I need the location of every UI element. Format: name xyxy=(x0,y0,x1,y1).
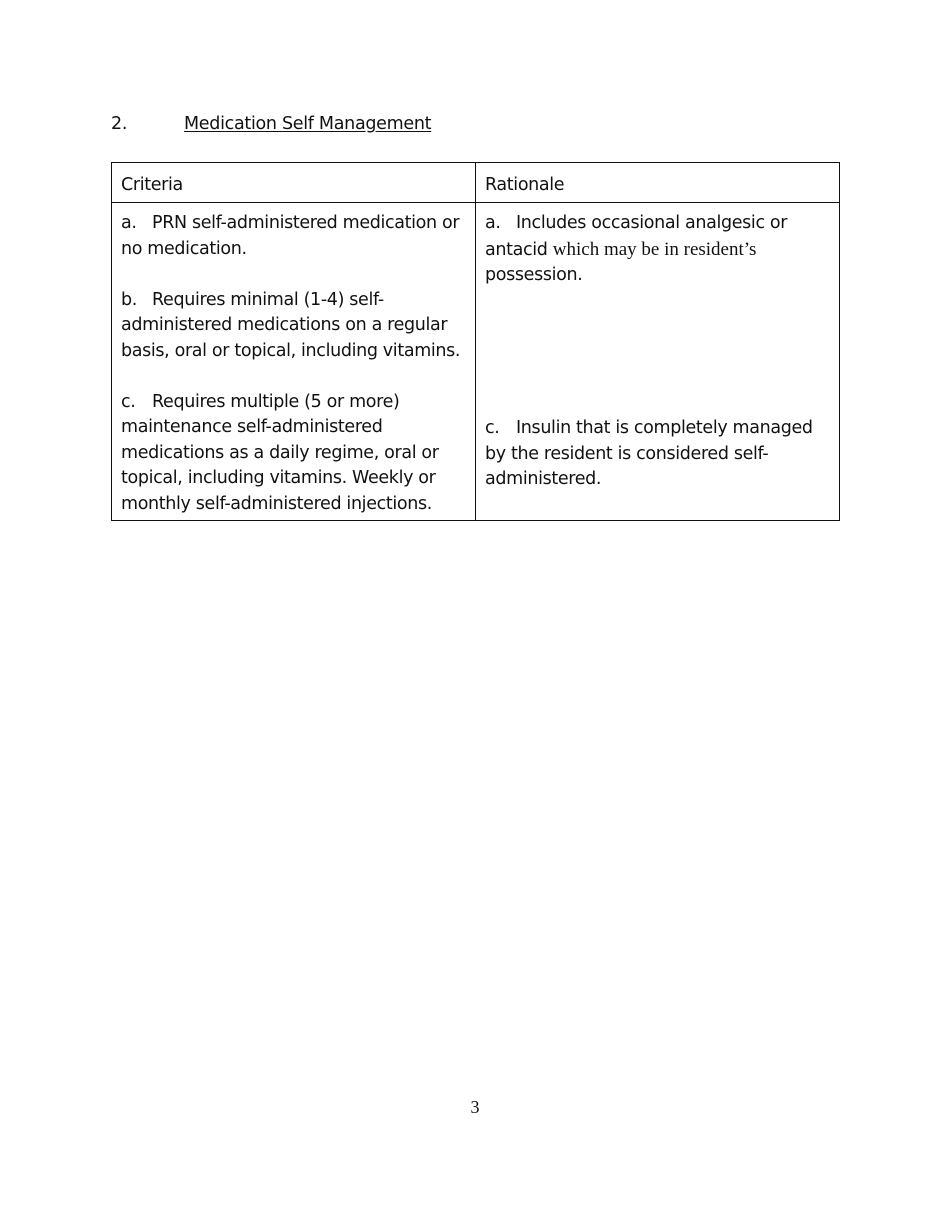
criteria-item-a xyxy=(121,211,467,262)
rationale-header: Rationale xyxy=(476,163,840,203)
criteria-item-b xyxy=(121,288,467,365)
section-number: 2. xyxy=(111,114,128,134)
criteria-cell xyxy=(112,203,476,521)
rationale-cell xyxy=(476,203,840,521)
rationale-item-text: Includes occasional analgesic or antacid xyxy=(485,213,788,260)
rationale-spacer xyxy=(485,289,831,417)
section-heading xyxy=(111,112,431,136)
criteria-item-text: PRN self-administered medication or no medication. xyxy=(121,213,460,259)
rationale-item-marker: c. xyxy=(485,418,500,438)
criteria-item-text: Requires multiple (5 or more) maintenance self-administered medications as a daily regime, oral or topical, including vitamins. Weekly or monthly self-administered injections. xyxy=(121,391,439,514)
table-header-row xyxy=(112,163,840,203)
rationale-item-text: possession. xyxy=(485,265,583,285)
table-row xyxy=(112,203,840,521)
rationale-item-marker: a. xyxy=(485,213,501,233)
page-number: 3 xyxy=(470,1097,480,1117)
rationale-item-text-serif: which may be in resident’s xyxy=(552,238,757,260)
rationale-item-c xyxy=(485,416,831,493)
criteria-item-marker: a. xyxy=(121,213,137,233)
criteria-item-text: Requires minimal (1-4) self-administered medications on a regular basis, oral or topical, including vitamins. xyxy=(121,289,461,361)
criteria-header: Criteria xyxy=(112,163,476,203)
rationale-item-text: Insulin that is completely managed by the resident is considered self-administered. xyxy=(485,418,813,489)
section-title: Medication Self Management xyxy=(184,114,432,134)
criteria-item-marker: b. xyxy=(121,289,137,310)
criteria-item-c xyxy=(121,390,467,518)
criteria-rationale-table xyxy=(111,162,840,521)
criteria-item-marker: c. xyxy=(121,391,136,412)
rationale-item-a xyxy=(485,211,831,289)
